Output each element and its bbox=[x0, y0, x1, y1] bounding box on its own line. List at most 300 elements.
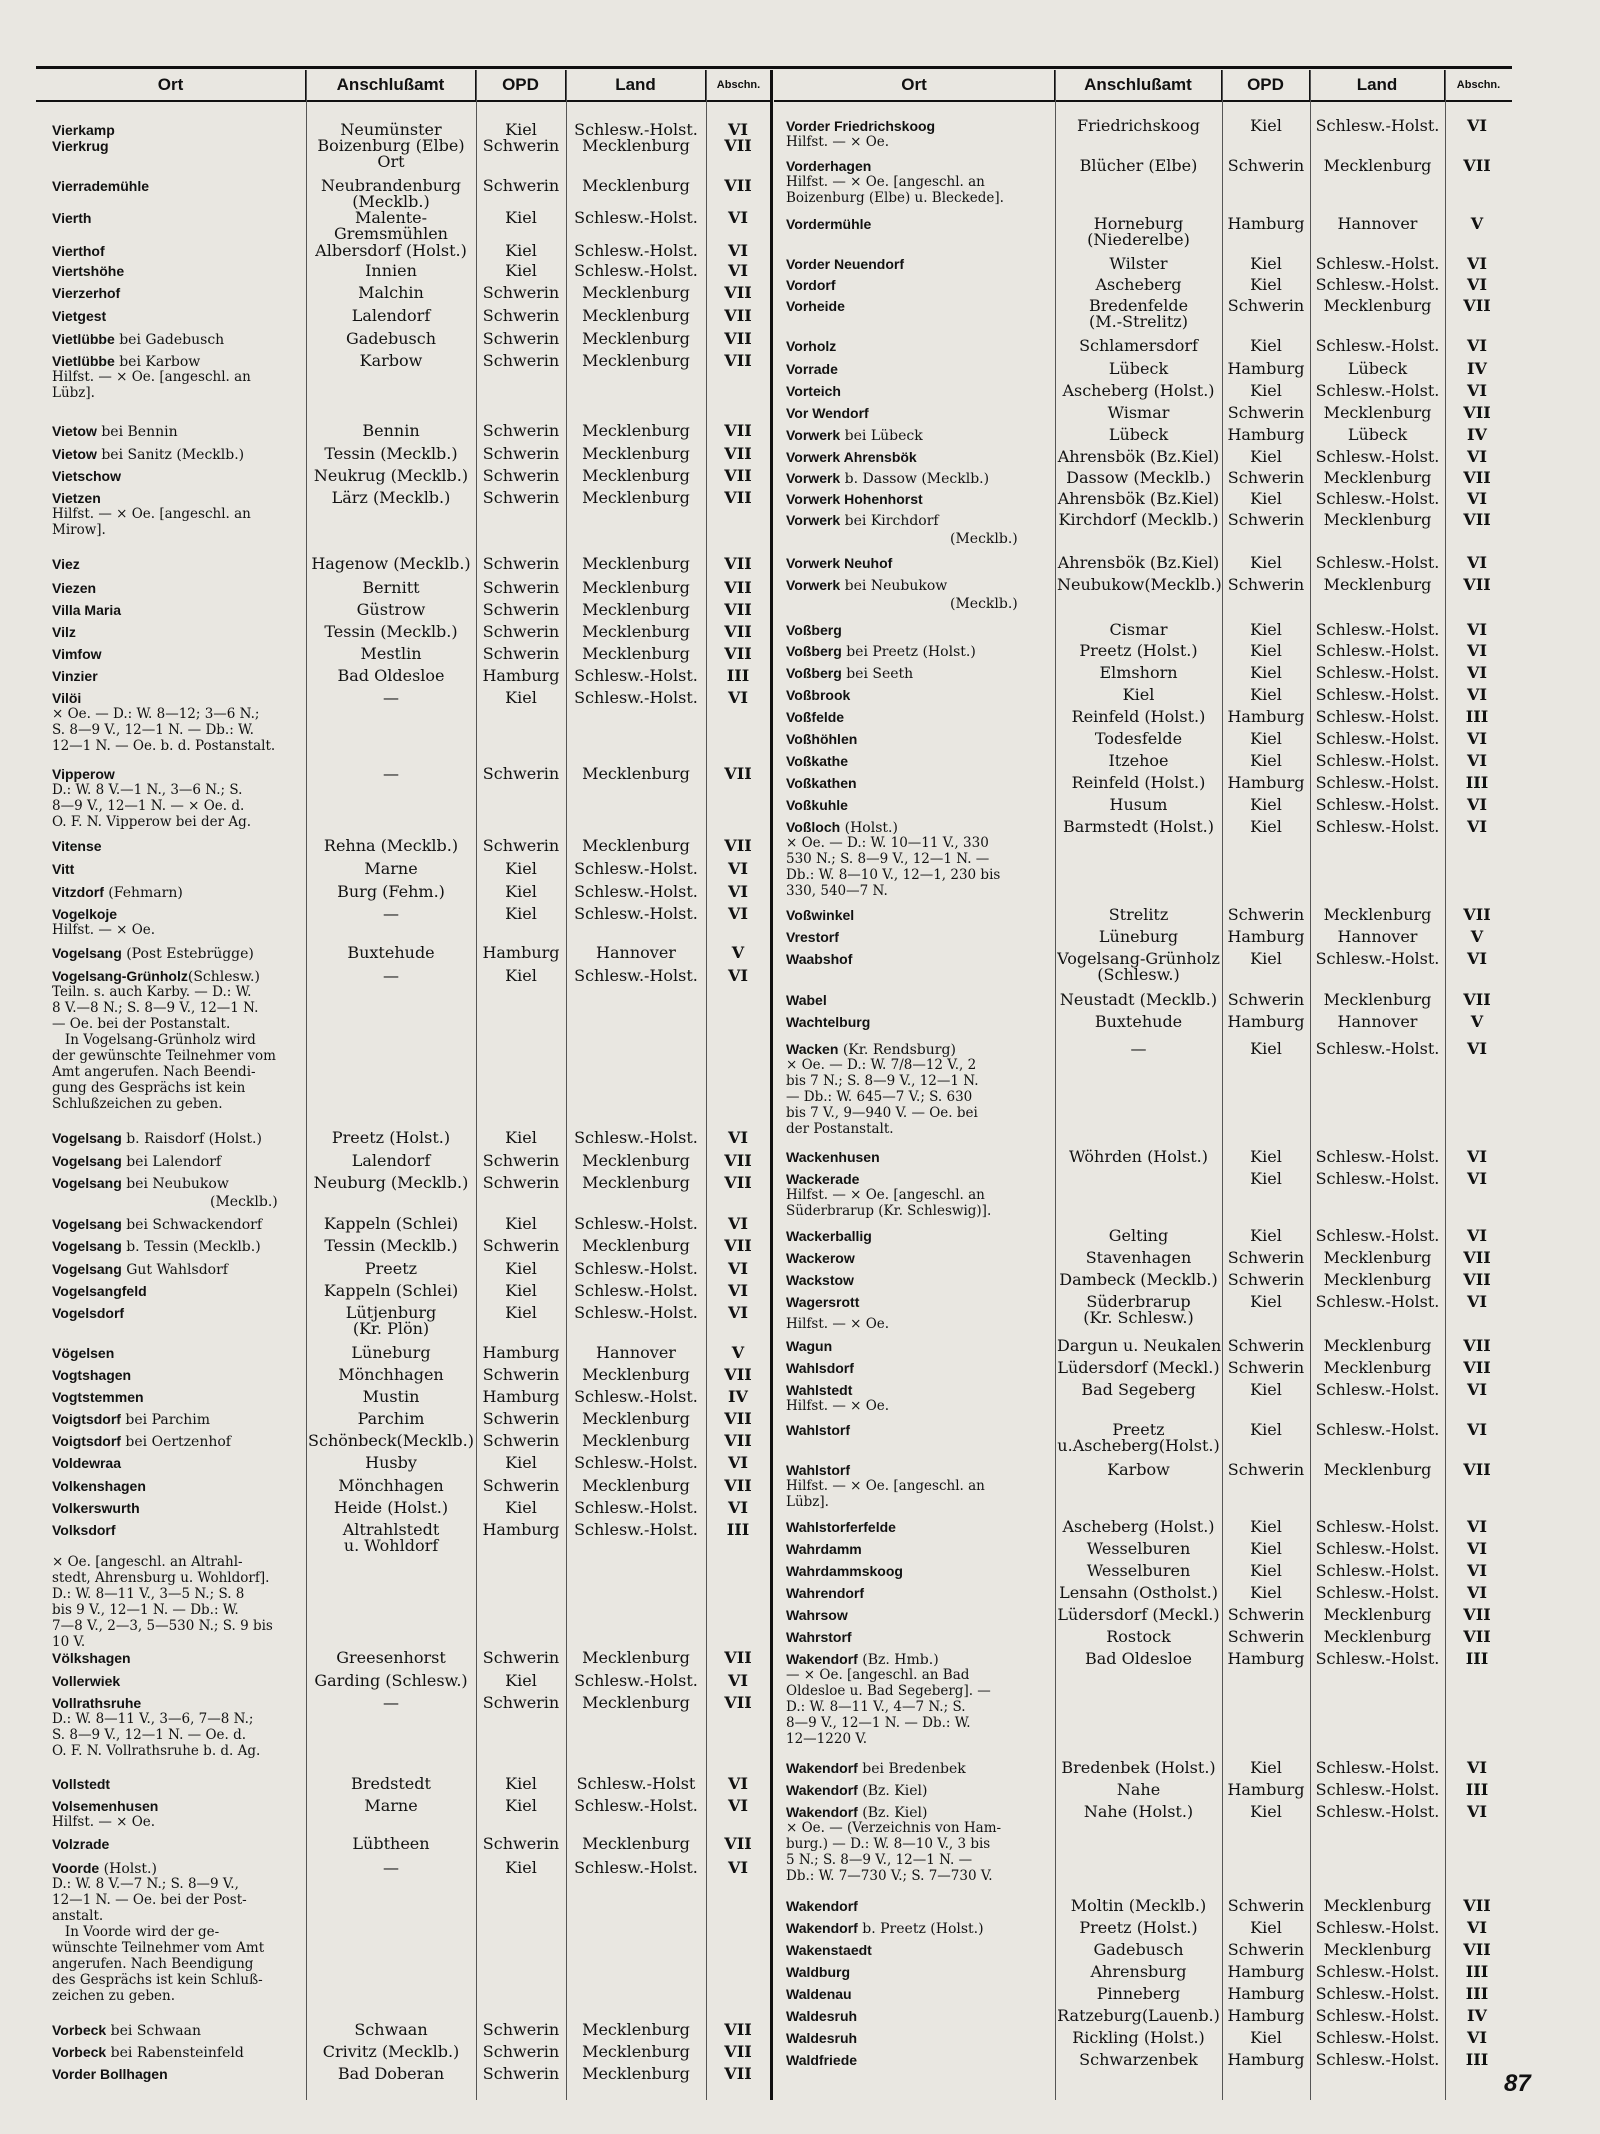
place-name-bold: Voldewraa bbox=[52, 1455, 121, 1471]
place-name-bold: Wagersrott bbox=[786, 1294, 860, 1310]
service-note: Hilfst. — × Oe. bbox=[786, 1398, 890, 1414]
section-number: VI bbox=[728, 120, 748, 139]
service-note: D.: W. 8—11 V., 3—6, 7—8 N.; S. 8—9 V., 12—1 N. — Oe. d. O. F. N. Vollrathsruhe b. d. Ag. bbox=[52, 1711, 261, 1759]
section-number: VI bbox=[1467, 663, 1487, 682]
place-name bbox=[786, 216, 871, 233]
exchange-name: Neukrug (Mecklb.) bbox=[313, 466, 469, 485]
place-name bbox=[52, 263, 124, 280]
land-name: Schlesw.-Holst. bbox=[574, 208, 698, 227]
place-name bbox=[786, 555, 892, 572]
place-name bbox=[52, 1433, 231, 1450]
exchange-name: (Kr. Plön) bbox=[352, 1319, 430, 1338]
land-name: Schlesw.-Holst. bbox=[1315, 773, 1440, 792]
place-name-bold: Vitt bbox=[52, 861, 75, 877]
opd-name: Schwerin bbox=[482, 136, 560, 155]
opd-name: Kiel bbox=[1250, 795, 1282, 814]
exchange-name: Vogelsang-Grünholz bbox=[1057, 949, 1220, 968]
opd-name: Hamburg bbox=[482, 1343, 560, 1362]
place-name bbox=[786, 2030, 857, 2047]
exchange-name: — bbox=[383, 688, 399, 707]
section-number: III bbox=[726, 1520, 750, 1539]
opd-name: Schwerin bbox=[482, 622, 560, 641]
place-name-bold: Vorheide bbox=[786, 298, 845, 314]
opd-name: Kiel bbox=[1250, 1802, 1282, 1821]
land-name: Schlesw.-Holst. bbox=[1315, 663, 1440, 682]
place-name bbox=[786, 1149, 880, 1166]
place-name-bold: Vorder Friedrichskoog bbox=[786, 118, 936, 134]
opd-name: Schwerin bbox=[482, 1476, 560, 1495]
place-name-bold: Volzrade bbox=[52, 1836, 110, 1852]
opd-name: Schwerin bbox=[482, 1693, 560, 1712]
exchange-name: Nahe (Holst.) bbox=[1083, 1802, 1194, 1821]
place-name bbox=[786, 1462, 850, 1479]
place-name-suffix: (Bz. Kiel) bbox=[857, 1805, 928, 1821]
place-name-bold: Vogelkoje bbox=[52, 906, 118, 922]
opd-name: Schwerin bbox=[1227, 468, 1305, 487]
section-number: IV bbox=[1467, 425, 1487, 444]
exchange-name: Greesenhorst bbox=[336, 1648, 446, 1667]
opd-name: Schwerin bbox=[1227, 1605, 1305, 1624]
section-number: VII bbox=[1463, 1248, 1491, 1267]
opd-name: Kiel bbox=[1250, 1226, 1282, 1245]
land-name: Schlesw.-Holst. bbox=[574, 1858, 698, 1877]
place-name bbox=[52, 668, 98, 685]
service-note: × Oe. — D.: W. 7/8—12 V., 2 bis 7 N.; S. 8—9 V., 12—1 N. — Db.: W. 645—7 V.; S. 630 bis 7 V., 9—940 V. — Oe. bei der Postanstalt. bbox=[786, 1057, 979, 1137]
exchange-name: Neubukow(Mecklb.) bbox=[1057, 575, 1222, 594]
opd-name: Kiel bbox=[505, 1671, 537, 1690]
section-number: VII bbox=[724, 136, 752, 155]
section-number: VI bbox=[1467, 641, 1487, 660]
place-name-bold: Vordermühle bbox=[786, 216, 872, 232]
opd-name: Kiel bbox=[1250, 553, 1282, 572]
exchange-name: Gremsmühlen bbox=[334, 224, 448, 243]
land-name: Schlesw.-Holst. bbox=[1315, 336, 1440, 355]
opd-name: Schwerin bbox=[482, 2042, 560, 2061]
place-name-bold: Vietgest bbox=[52, 308, 107, 324]
place-name-bold: Vorwerk bbox=[786, 427, 841, 443]
exchange-name: Pinneberg bbox=[1096, 1984, 1181, 2003]
place-name-bold: Vogelsangfeld bbox=[52, 1283, 147, 1299]
land-name: Mecklenburg bbox=[582, 1476, 690, 1495]
place-name-bold: Vogelsang bbox=[52, 1175, 122, 1191]
place-name-bold: Wahlstorf bbox=[786, 1462, 851, 1478]
place-name-bold: Vipperow bbox=[52, 766, 115, 782]
header-land: Land bbox=[566, 70, 706, 100]
opd-name: Hamburg bbox=[1227, 2006, 1305, 2025]
opd-name: Kiel bbox=[1250, 254, 1282, 273]
place-name-bold: Vorwerk bbox=[786, 512, 841, 528]
opd-name: Kiel bbox=[505, 1303, 537, 1322]
opd-name: Schwerin bbox=[1227, 1336, 1305, 1355]
exchange-name: Rickling (Holst.) bbox=[1072, 2028, 1205, 2047]
place-name-bold: Vorbeck bbox=[52, 2044, 107, 2060]
land-name: Mecklenburg bbox=[582, 1409, 690, 1428]
place-name-bold: Vietzen bbox=[52, 490, 101, 506]
place-name-bold: Vorbeck bbox=[52, 2022, 107, 2038]
place-name-suffix: bei Karbow bbox=[114, 354, 201, 370]
place-name bbox=[52, 945, 254, 962]
place-name-bold: Voigtsdorf bbox=[52, 1433, 121, 1449]
place-name-suffix: (Bz. Kiel) bbox=[857, 1783, 928, 1799]
land-name: Schlesw.-Holst. bbox=[574, 1259, 698, 1278]
section-number: VII bbox=[724, 578, 752, 597]
land-name: Schlesw.-Holst. bbox=[1315, 1758, 1440, 1777]
section-number: VI bbox=[1467, 1420, 1487, 1439]
place-name-suffix: (Mecklb.) bbox=[210, 1194, 278, 1210]
opd-name: Schwerin bbox=[1227, 1270, 1305, 1289]
opd-name: Schwerin bbox=[482, 351, 560, 370]
opd-name: Schwerin bbox=[482, 283, 560, 302]
exchange-name: Reinfeld (Holst.) bbox=[1071, 773, 1206, 792]
section-number: VI bbox=[1467, 729, 1487, 748]
place-name-bold: Vorwerk bbox=[786, 577, 841, 593]
place-name bbox=[786, 1360, 854, 1377]
place-name-bold: Vierrademühle bbox=[52, 178, 150, 194]
section-number: VI bbox=[1467, 1147, 1487, 1166]
land-name: Mecklenburg bbox=[582, 136, 690, 155]
exchange-name: Horneburg bbox=[1093, 214, 1184, 233]
header-ort: Ort bbox=[36, 70, 306, 100]
exchange-name: Bad Oldesloe bbox=[337, 666, 445, 685]
place-name-bold: Vorwerk Hohenhorst bbox=[786, 491, 923, 507]
place-name-bold: Vogelsang bbox=[52, 945, 122, 961]
land-name: Mecklenburg bbox=[582, 836, 690, 855]
service-note: Hilfst. — × Oe. [angeschl. an Lübz]. bbox=[52, 369, 251, 401]
place-name-bold: Voßhöhlen bbox=[786, 731, 858, 747]
service-note: × Oe. [angeschl. an Altrahl- stedt, Ahrensburg u. Wohldorf]. D.: W. 8—11 V., 3—5 N.; S. 8 bis 9 V., 12—1 N. — Db.: W. 7—8 V., 2—3, 5—530 N.; S. 9 bis 10 V. bbox=[52, 1554, 273, 1650]
land-name: Mecklenburg bbox=[582, 306, 690, 325]
section-number: VI bbox=[1467, 116, 1487, 135]
exchange-name: Itzehoe bbox=[1108, 751, 1169, 770]
exchange-name: Marne bbox=[364, 1796, 418, 1815]
place-name-bold: Vorwerk Neuhof bbox=[786, 555, 893, 571]
place-name bbox=[786, 622, 842, 639]
section-number: VII bbox=[724, 306, 752, 325]
section-number: VI bbox=[1467, 620, 1487, 639]
section-number: VI bbox=[728, 261, 748, 280]
exchange-name: Ahrensbök (Bz.Kiel) bbox=[1057, 553, 1220, 572]
place-name-bold: Wahlsdorf bbox=[786, 1360, 854, 1376]
exchange-name: Gadebusch bbox=[1093, 1940, 1184, 1959]
section-number: VII bbox=[724, 2042, 752, 2061]
exchange-name: Karbow bbox=[1107, 1460, 1170, 1479]
place-name-bold: Vierth bbox=[52, 210, 92, 226]
opd-name: Kiel bbox=[505, 120, 537, 139]
exchange-name: — bbox=[383, 1693, 399, 1712]
opd-name: Kiel bbox=[1250, 751, 1282, 770]
land-name: Schlesw.-Holst. bbox=[1315, 275, 1440, 294]
opd-name: Kiel bbox=[1250, 663, 1282, 682]
place-name-bold: Wackenhusen bbox=[786, 1149, 880, 1165]
exchange-name: Bad Segeberg bbox=[1081, 1380, 1196, 1399]
section-number: VI bbox=[728, 688, 748, 707]
opd-name: Kiel bbox=[1250, 1169, 1282, 1188]
land-name: Schlesw.-Holst. bbox=[574, 120, 698, 139]
exchange-name: Süderbrarup bbox=[1086, 1292, 1191, 1311]
place-name-bold: Vorholz bbox=[786, 338, 837, 354]
header-anschlussamt: Anschlußamt bbox=[1055, 70, 1222, 100]
opd-name: Hamburg bbox=[1227, 2050, 1305, 2069]
opd-name: Schwerin bbox=[482, 764, 560, 783]
land-name: Schlesw.-Holst. bbox=[574, 688, 698, 707]
service-note: D.: W. 8 V.—7 N.; S. 8—9 V., 12—1 N. — Oe. bei der Post- anstalt. In Voorde wird der ge- wünschte Teilnehmer vom Amt angerufen. Nach Beendigung des Gesprächs ist kein Schluß- zeichen zu geben. bbox=[52, 1876, 265, 2004]
section-number: VII bbox=[724, 1431, 752, 1450]
opd-name: Hamburg bbox=[1227, 773, 1305, 792]
place-name-bold: Wakendorf bbox=[786, 1782, 858, 1798]
opd-name: Hamburg bbox=[1227, 927, 1305, 946]
exchange-name: — bbox=[383, 764, 399, 783]
place-name bbox=[52, 968, 260, 985]
land-name: Mecklenburg bbox=[582, 283, 690, 302]
section-number: VI bbox=[1467, 2028, 1487, 2047]
opd-name: Kiel bbox=[505, 904, 537, 923]
section-number: VI bbox=[1467, 254, 1487, 273]
place-name bbox=[52, 1478, 146, 1495]
place-name-suffix: bei Parchim bbox=[120, 1412, 211, 1428]
section-number: VI bbox=[728, 1774, 748, 1793]
opd-name: Schwerin bbox=[482, 1365, 560, 1384]
exchange-name: Schönbeck(Mecklb.) bbox=[308, 1431, 474, 1450]
exchange-name: Ascheberg bbox=[1095, 275, 1182, 294]
land-name: Schlesw.-Holst. bbox=[1315, 2050, 1440, 2069]
section-number: VII bbox=[724, 1834, 752, 1853]
exchange-name: Malente- bbox=[354, 208, 428, 227]
section-number: VI bbox=[1467, 1918, 1487, 1937]
place-name bbox=[52, 1836, 109, 1853]
service-note: Teiln. s. auch Karby. — D.: W. 8 V.—8 N.; S. 8—9 V., 12—1 N. — Oe. bei der Postanstalt. In Vogelsang-Grünholz wird der gewünschte Teilnehmer vom Amt angerufen. Nach Beendi- gung des Gesprächs ist kein Schlußzeichen zu geben. bbox=[52, 984, 276, 1112]
exchange-name: Lalendorf bbox=[351, 1151, 431, 1170]
land-name: Hannover bbox=[596, 1343, 676, 1362]
section-number: VI bbox=[1467, 1292, 1487, 1311]
place-name bbox=[52, 1673, 120, 1690]
exchange-name: Bad Doberan bbox=[337, 2064, 445, 2083]
place-name-suffix: b. Preetz (Holst.) bbox=[857, 1921, 984, 1937]
opd-name: Kiel bbox=[1250, 1539, 1282, 1558]
land-name: Mecklenburg bbox=[1323, 1605, 1432, 1624]
place-name bbox=[786, 1422, 850, 1439]
place-name-suffix: bei Neubukow bbox=[121, 1176, 229, 1192]
land-name: Mecklenburg bbox=[1323, 1460, 1432, 1479]
exchange-name: Bredenfelde bbox=[1088, 296, 1189, 315]
service-note: Hilfst. — × Oe. bbox=[786, 134, 890, 150]
place-name-bold: Wahlstorferfelde bbox=[786, 1519, 896, 1535]
place-name bbox=[52, 1455, 121, 1472]
section-number: VI bbox=[1467, 685, 1487, 704]
section-number: III bbox=[1465, 1780, 1489, 1799]
place-name bbox=[786, 1171, 859, 1188]
place-name bbox=[52, 1153, 221, 1170]
place-name-bold: Vogelsang bbox=[52, 1261, 122, 1277]
land-name: Mecklenburg bbox=[582, 176, 690, 195]
land-name: Schlesw.-Holst bbox=[576, 1774, 696, 1793]
land-name: Schlesw.-Holst. bbox=[1315, 1583, 1440, 1602]
service-note: D.: W. 8 V.—1 N., 3—6 N.; S. 8—9 V., 12—1 N. — × Oe. d. O. F. N. Vipperow bei der Ag. bbox=[52, 782, 252, 830]
section-number: VI bbox=[728, 1281, 748, 1300]
exchange-name: Kiel bbox=[1122, 685, 1155, 704]
opd-name: Schwerin bbox=[482, 644, 560, 663]
exchange-name: Boizenburg (Elbe) bbox=[317, 136, 465, 155]
section-number: VII bbox=[724, 1693, 752, 1712]
place-name bbox=[52, 906, 117, 923]
place-name-bold: Voßkathe bbox=[786, 753, 848, 769]
place-name bbox=[786, 1563, 903, 1580]
land-name: Schlesw.-Holst. bbox=[1315, 2006, 1440, 2025]
land-name: Mecklenburg bbox=[1323, 468, 1432, 487]
section-number: VI bbox=[1467, 1802, 1487, 1821]
place-name bbox=[52, 1175, 229, 1192]
exchange-name: Ort bbox=[377, 152, 405, 171]
exchange-name: Rostock bbox=[1106, 1627, 1171, 1646]
land-name: Mecklenburg bbox=[582, 2020, 690, 2039]
place-name bbox=[52, 1776, 110, 1793]
opd-name: Schwerin bbox=[482, 1431, 560, 1450]
exchange-name: Gelting bbox=[1108, 1226, 1169, 1245]
section-number: VII bbox=[724, 836, 752, 855]
section-number: VII bbox=[724, 176, 752, 195]
place-name-bold: Waldfriede bbox=[786, 2052, 858, 2068]
opd-name: Hamburg bbox=[482, 666, 560, 685]
exchange-name: Todesfelde bbox=[1094, 729, 1183, 748]
place-name bbox=[786, 1382, 852, 1399]
exchange-name: Husby bbox=[365, 1453, 417, 1472]
land-name: Schlesw.-Holst. bbox=[1315, 1802, 1440, 1821]
opd-name: Kiel bbox=[505, 1796, 537, 1815]
opd-name: Hamburg bbox=[1227, 214, 1305, 233]
land-name: Schlesw.-Holst. bbox=[1315, 1918, 1440, 1937]
place-name bbox=[786, 361, 838, 378]
exchange-name: Elmshorn bbox=[1099, 663, 1178, 682]
opd-name: Schwerin bbox=[482, 466, 560, 485]
exchange-name: Bredenbek (Holst.) bbox=[1061, 1758, 1216, 1777]
opd-name: Hamburg bbox=[1227, 1780, 1305, 1799]
exchange-name: Ahrensbök (Bz.Kiel) bbox=[1057, 489, 1220, 508]
land-name: Mecklenburg bbox=[582, 600, 690, 619]
place-name bbox=[786, 1228, 872, 1245]
exchange-name: Ratzeburg(Lauenb.) bbox=[1057, 2006, 1220, 2025]
opd-name: Schwerin bbox=[482, 306, 560, 325]
opd-name: Hamburg bbox=[1227, 359, 1305, 378]
land-name: Mecklenburg bbox=[582, 1151, 690, 1170]
section-number: V bbox=[731, 943, 745, 962]
section-number: V bbox=[1470, 1012, 1484, 1031]
section-number: VII bbox=[1463, 1460, 1491, 1479]
place-name-suffix: (Holst.) bbox=[840, 820, 898, 836]
place-name-bold: Vogtshagen bbox=[52, 1367, 132, 1383]
section-number: VI bbox=[1467, 447, 1487, 466]
place-name bbox=[52, 580, 96, 597]
opd-name: Kiel bbox=[1250, 275, 1282, 294]
section-number: VI bbox=[728, 882, 748, 901]
opd-name: Kiel bbox=[1250, 817, 1282, 836]
section-number: VI bbox=[728, 859, 748, 878]
land-name: Mecklenburg bbox=[582, 1648, 690, 1667]
place-name-bold: Vollerwiek bbox=[52, 1673, 121, 1689]
place-name bbox=[786, 819, 898, 836]
place-name-suffix: bei Bennin bbox=[96, 424, 178, 440]
section-number: VII bbox=[1463, 156, 1491, 175]
opd-name: Schwerin bbox=[482, 421, 560, 440]
land-name: Mecklenburg bbox=[582, 2042, 690, 2061]
place-name-suffix: bei Seeth bbox=[841, 666, 914, 682]
service-note: — × Oe. [angeschl. an Bad Oldesloe u. Bad Segeberg]. — D.: W. 8—11 V., 4—7 N.; S. 8—9 V., 12—1 N. — Db.: W. 12—1220 V. bbox=[786, 1667, 991, 1747]
land-name: Schlesw.-Holst. bbox=[1315, 795, 1440, 814]
place-name bbox=[786, 929, 839, 946]
land-name: Schlesw.-Holst. bbox=[1315, 707, 1440, 726]
land-name: Mecklenburg bbox=[1323, 296, 1432, 315]
left-table-header bbox=[36, 70, 771, 102]
opd-name: Kiel bbox=[1250, 620, 1282, 639]
land-name: Mecklenburg bbox=[582, 1365, 690, 1384]
exchange-name: Bennin bbox=[362, 421, 420, 440]
exchange-name: Altrahlstedt bbox=[342, 1520, 440, 1539]
place-name-suffix: (Mecklb.) bbox=[950, 596, 1018, 612]
column-divider bbox=[476, 70, 477, 2100]
service-note: Hilfst. — × Oe. bbox=[786, 1316, 890, 1332]
section-number: VI bbox=[1467, 751, 1487, 770]
place-name-suffix: bei Lalendorf bbox=[121, 1154, 222, 1170]
place-name bbox=[786, 491, 923, 508]
place-name-bold: Voßberg bbox=[786, 622, 842, 638]
opd-name: Schwerin bbox=[1227, 156, 1305, 175]
place-name-suffix: bei Oertzenhof bbox=[120, 1434, 231, 1450]
place-name bbox=[786, 427, 923, 444]
place-name bbox=[210, 1193, 278, 1210]
place-name-bold: Wackstow bbox=[786, 1272, 854, 1288]
section-number: VII bbox=[1463, 990, 1491, 1009]
place-name bbox=[786, 1629, 852, 1646]
place-name bbox=[52, 2044, 244, 2061]
place-name bbox=[52, 861, 74, 878]
place-name-bold: Vierthof bbox=[52, 243, 105, 259]
land-name: Schlesw.-Holst. bbox=[574, 966, 698, 985]
opd-name: Kiel bbox=[505, 859, 537, 878]
exchange-name: Malchin bbox=[358, 283, 424, 302]
exchange-name: Mönchhagen bbox=[338, 1476, 444, 1495]
place-name bbox=[52, 490, 101, 507]
place-name bbox=[52, 1860, 157, 1877]
opd-name: Kiel bbox=[505, 1128, 537, 1147]
land-name: Hannover bbox=[1337, 927, 1418, 946]
section-number: VII bbox=[1463, 468, 1491, 487]
place-name-bold: Vorteich bbox=[786, 383, 841, 399]
section-number: VI bbox=[728, 1259, 748, 1278]
section-number: VII bbox=[724, 1648, 752, 1667]
exchange-name: Neumünster bbox=[340, 120, 442, 139]
section-number: VI bbox=[728, 904, 748, 923]
land-name: Mecklenburg bbox=[582, 421, 690, 440]
place-name-bold: Vietlübbe bbox=[52, 353, 115, 369]
opd-name: Hamburg bbox=[1227, 707, 1305, 726]
opd-name: Schwerin bbox=[1227, 905, 1305, 924]
section-number: VII bbox=[724, 444, 752, 463]
column-divider bbox=[706, 70, 707, 2100]
section-number: VI bbox=[1467, 1561, 1487, 1580]
place-name-suffix: bei Lübeck bbox=[840, 428, 923, 444]
column-divider bbox=[1055, 70, 1056, 2100]
place-name bbox=[52, 178, 149, 195]
section-number: III bbox=[1465, 1649, 1489, 1668]
land-name: Mecklenburg bbox=[582, 1834, 690, 1853]
opd-name: Hamburg bbox=[482, 1387, 560, 1406]
place-name-bold: Waldburg bbox=[786, 1964, 851, 1980]
land-name: Schlesw.-Holst. bbox=[574, 904, 698, 923]
section-number: VII bbox=[724, 466, 752, 485]
place-name-bold: Voßkuhle bbox=[786, 797, 848, 813]
place-name-bold: Vitense bbox=[52, 838, 102, 854]
exchange-name: Dargun u. Neukalen bbox=[1057, 1336, 1222, 1355]
service-note: × Oe. — D.: W. 8—12; 3—6 N.; S. 8—9 V., 12—1 N. — Db.: W. 12—1 N. — Oe. b. d. Postanstalt. bbox=[52, 706, 276, 754]
place-name bbox=[52, 838, 102, 855]
